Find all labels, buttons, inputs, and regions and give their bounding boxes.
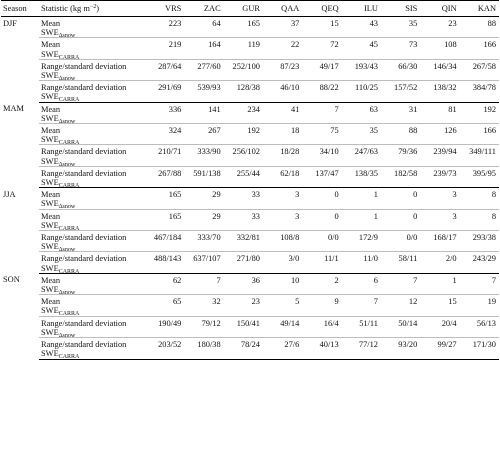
statistic-name: Range/standard deviation — [41, 168, 127, 178]
value-cell: 49/14 — [263, 316, 302, 337]
statistic-label — [39, 81, 145, 102]
table-row — [1, 124, 499, 145]
swe-symbol: SWE — [41, 113, 59, 123]
swe-symbol: SWE — [41, 306, 59, 316]
value-cell: 182/58 — [381, 166, 420, 187]
value-cell: 256/102 — [224, 145, 263, 166]
swe-symbol: SWE — [41, 71, 59, 81]
header-station-qin: QIN — [420, 1, 459, 17]
value-cell: 18/28 — [263, 145, 302, 166]
value-cell: 46/10 — [263, 81, 302, 102]
value-cell: 0 — [381, 188, 420, 209]
value-cell: 40/13 — [302, 338, 341, 359]
value-cell: 267 — [184, 124, 223, 145]
table-row — [1, 81, 499, 102]
value-cell: 45 — [342, 38, 381, 59]
value-cell: 192 — [224, 124, 263, 145]
value-cell: 637/107 — [184, 252, 223, 273]
value-cell: 108/8 — [263, 231, 302, 252]
value-cell: 73 — [381, 38, 420, 59]
value-cell: 33 — [224, 209, 263, 230]
value-cell: 239/94 — [420, 145, 459, 166]
value-cell: 22 — [263, 38, 302, 59]
value-cell: 219 — [145, 38, 184, 59]
value-cell: 395/95 — [460, 166, 499, 187]
table-row — [1, 231, 499, 252]
header-statistic: Statistic (kg $m^{-2}$) — [39, 1, 145, 17]
value-cell: 7 — [302, 102, 341, 123]
value-cell: 88/22 — [302, 81, 341, 102]
value-cell: 29 — [184, 188, 223, 209]
value-cell: 349/111 — [460, 145, 499, 166]
value-cell: 1 — [420, 273, 459, 294]
statistic-label — [39, 273, 145, 297]
statistic-name: Mean — [41, 297, 61, 307]
value-cell: 193/43 — [342, 59, 381, 80]
value-cell: 8 — [460, 209, 499, 230]
value-cell: 164 — [184, 38, 223, 59]
value-cell: 165 — [145, 209, 184, 230]
value-cell: 138/35 — [342, 166, 381, 187]
value-cell: 18 — [263, 124, 302, 145]
header-station-sis: SIS — [381, 1, 420, 17]
statistic-label — [39, 166, 145, 190]
value-cell: 6 — [342, 273, 381, 294]
table-body — [1, 17, 499, 360]
value-cell: 37 — [263, 17, 302, 38]
value-cell: 63 — [342, 102, 381, 123]
swe-symbol: SWE — [41, 199, 59, 209]
value-cell: 108 — [420, 38, 459, 59]
value-cell: 247/63 — [342, 145, 381, 166]
statistic-name: Mean — [41, 126, 61, 136]
value-cell: 35 — [342, 124, 381, 145]
swe-symbol: SWE — [41, 349, 59, 359]
swe-source-subscript: CARRA — [58, 354, 80, 361]
value-cell: 81 — [420, 102, 459, 123]
value-cell: 119 — [224, 38, 263, 59]
value-cell: 20/4 — [420, 316, 459, 337]
value-cell: 539/93 — [184, 81, 223, 102]
value-cell: 166 — [460, 124, 499, 145]
value-cell: 15 — [302, 17, 341, 38]
statistic-name: Range/standard deviation — [41, 83, 127, 93]
header-station-gur: GUR — [224, 1, 263, 17]
season-label: MAM — [3, 104, 24, 114]
value-cell: 252/100 — [224, 59, 263, 80]
value-cell: 3 — [420, 209, 459, 230]
statistic-name: Range/standard deviation — [41, 340, 127, 350]
value-cell: 8 — [460, 188, 499, 209]
value-cell: 72 — [302, 38, 341, 59]
swe-source-subscript: Δsnow — [58, 76, 76, 83]
value-cell: 77/12 — [342, 338, 381, 359]
statistic-name: Mean — [41, 190, 61, 200]
swe-symbol: SWE — [41, 327, 59, 337]
value-cell: 64 — [184, 17, 223, 38]
statistic-name: Range/standard deviation — [41, 61, 127, 71]
value-cell: 93/20 — [381, 338, 420, 359]
table-row — [1, 273, 499, 294]
swe-symbol: SWE — [41, 242, 59, 252]
season-label: DJF — [3, 19, 17, 28]
value-cell: 172/9 — [342, 231, 381, 252]
value-cell: 271/80 — [224, 252, 263, 273]
value-cell: 79/36 — [381, 145, 420, 166]
value-cell: 41 — [263, 102, 302, 123]
snow-water-equivalent-table — [1, 0, 499, 360]
value-cell: 291/69 — [145, 81, 184, 102]
value-cell: 99/27 — [420, 338, 459, 359]
value-cell: 9 — [302, 295, 341, 316]
value-cell: 88 — [460, 17, 499, 38]
value-cell: 79/12 — [184, 316, 223, 337]
value-cell: 333/70 — [184, 231, 223, 252]
statistic-label — [39, 38, 145, 59]
value-cell: 7 — [342, 295, 381, 316]
value-cell: 239/73 — [420, 166, 459, 187]
table-row — [1, 17, 499, 38]
table-header — [1, 1, 499, 17]
swe-source-subscript: Δsnow — [58, 290, 76, 297]
table-row — [1, 38, 499, 59]
value-cell: 146/34 — [420, 59, 459, 80]
value-cell: 12 — [381, 295, 420, 316]
table-row — [1, 59, 499, 80]
value-cell: 336 — [145, 102, 184, 123]
value-cell: 287/64 — [145, 59, 184, 80]
value-cell: 11/0 — [342, 252, 381, 273]
swe-source-subscript: CARRA — [58, 54, 80, 61]
header-station-vrs: VRS — [145, 1, 184, 17]
swe-source-subscript: CARRA — [58, 268, 80, 275]
value-cell: 267/88 — [145, 166, 184, 187]
value-cell: 138/32 — [420, 81, 459, 102]
value-cell: 165 — [224, 17, 263, 38]
value-cell: 19 — [460, 295, 499, 316]
table-row — [1, 209, 499, 230]
statistic-label — [39, 231, 145, 252]
value-cell: 210/71 — [145, 145, 184, 166]
statistic-label — [39, 295, 145, 316]
value-cell: 243/29 — [460, 252, 499, 273]
value-cell: 10 — [263, 273, 302, 294]
swe-symbol: SWE — [41, 156, 59, 166]
statistic-name: Range/standard deviation — [41, 147, 127, 157]
value-cell: 87/23 — [263, 59, 302, 80]
statistic-label — [39, 17, 145, 38]
swe-source-subscript: Δsnow — [58, 332, 76, 339]
statistic-name: Mean — [41, 275, 61, 285]
value-cell: 165 — [145, 188, 184, 209]
value-cell: 2 — [302, 273, 341, 294]
table-row — [1, 166, 499, 187]
value-cell: 62/18 — [263, 166, 302, 187]
statistic-name: Range/standard deviation — [41, 254, 127, 264]
value-cell: 43 — [342, 17, 381, 38]
value-cell: 171/30 — [460, 338, 499, 359]
value-cell: 62 — [145, 273, 184, 294]
value-cell: 267/58 — [460, 59, 499, 80]
header-station-zac: ZAC — [184, 1, 223, 17]
value-cell: 36 — [224, 273, 263, 294]
value-cell: 3 — [263, 209, 302, 230]
value-cell: 51/11 — [342, 316, 381, 337]
value-cell: 180/38 — [184, 338, 223, 359]
value-cell: 33 — [224, 188, 263, 209]
value-cell: 384/78 — [460, 81, 499, 102]
statistic-name: Range/standard deviation — [41, 318, 127, 328]
value-cell: 32 — [184, 295, 223, 316]
value-cell: 2/0 — [420, 252, 459, 273]
value-cell: 157/52 — [381, 81, 420, 102]
value-cell: 23 — [420, 17, 459, 38]
value-cell: 88 — [381, 124, 420, 145]
table-row — [1, 316, 499, 337]
value-cell: 0 — [381, 209, 420, 230]
value-cell: 192 — [460, 102, 499, 123]
season-label: SON — [3, 275, 20, 285]
value-cell: 255/44 — [224, 166, 263, 187]
value-cell: 27/6 — [263, 338, 302, 359]
statistic-label — [39, 124, 145, 145]
swe-symbol: SWE — [41, 263, 59, 273]
swe-source-subscript: CARRA — [58, 140, 80, 147]
swe-source-subscript: CARRA — [58, 97, 80, 104]
value-cell: 203/52 — [145, 338, 184, 359]
statistic-name: Mean — [41, 104, 61, 114]
statistic-name: Mean — [41, 19, 61, 28]
swe-symbol: SWE — [41, 92, 59, 102]
statistic-label — [39, 145, 145, 166]
value-cell: 58/11 — [381, 252, 420, 273]
value-cell: 1 — [342, 209, 381, 230]
value-cell: 23 — [224, 295, 263, 316]
statistic-label — [39, 338, 145, 359]
statistic-label — [39, 316, 145, 337]
swe-symbol: SWE — [41, 135, 59, 145]
value-cell: 7 — [460, 273, 499, 294]
header-station-qeq: QEQ — [302, 1, 341, 17]
value-cell: 1 — [342, 188, 381, 209]
statistic-name: Mean — [41, 211, 61, 221]
statistic-label — [39, 209, 145, 230]
table-row — [1, 188, 499, 209]
value-cell: 0/0 — [381, 231, 420, 252]
value-cell: 150/41 — [224, 316, 263, 337]
swe-symbol: SWE — [41, 178, 59, 188]
value-cell: 223 — [145, 17, 184, 38]
value-cell: 166 — [460, 38, 499, 59]
value-cell: 333/90 — [184, 145, 223, 166]
value-cell: 49/17 — [302, 59, 341, 80]
value-cell: 277/60 — [184, 59, 223, 80]
statistic-label — [39, 252, 145, 273]
value-cell: 110/25 — [342, 81, 381, 102]
value-cell: 141 — [184, 102, 223, 123]
value-cell: 3 — [263, 188, 302, 209]
value-cell: 34/10 — [302, 145, 341, 166]
swe-source-subscript: Δsnow — [58, 161, 76, 168]
value-cell: 66/30 — [381, 59, 420, 80]
swe-symbol: SWE — [41, 28, 59, 38]
swe-source-subscript: Δsnow — [58, 204, 76, 211]
header-station-ilu: ILU — [342, 1, 381, 17]
value-cell: 75 — [302, 124, 341, 145]
header-row — [1, 1, 499, 17]
value-cell: 7 — [184, 273, 223, 294]
value-cell: 467/184 — [145, 231, 184, 252]
value-cell: 50/14 — [381, 316, 420, 337]
swe-source-subscript: CARRA — [58, 183, 80, 190]
swe-symbol: SWE — [41, 220, 59, 230]
value-cell: 15 — [420, 295, 459, 316]
value-cell: 5 — [263, 295, 302, 316]
swe-symbol: SWE — [41, 49, 59, 59]
value-cell: 78/24 — [224, 338, 263, 359]
value-cell: 0 — [302, 209, 341, 230]
season-label: JJA — [3, 189, 16, 199]
value-cell: 29 — [184, 209, 223, 230]
table-row — [1, 338, 499, 359]
value-cell: 56/13 — [460, 316, 499, 337]
value-cell: 11/1 — [302, 252, 341, 273]
swe-source-subscript: Δsnow — [58, 118, 76, 125]
table-row — [1, 295, 499, 316]
swe-source-subscript: CARRA — [58, 311, 80, 318]
header-station-kan: KAN — [460, 1, 499, 17]
swe-source-subscript: CARRA — [58, 225, 80, 232]
table-row — [1, 145, 499, 166]
statistic-name: Mean — [41, 40, 61, 50]
value-cell: 332/81 — [224, 231, 263, 252]
value-cell: 16/4 — [302, 316, 341, 337]
value-cell: 293/38 — [460, 231, 499, 252]
value-cell: 234 — [224, 102, 263, 123]
value-cell: 324 — [145, 124, 184, 145]
statistic-label — [39, 102, 145, 123]
value-cell: 126 — [420, 124, 459, 145]
value-cell: 3 — [420, 188, 459, 209]
swe-symbol: SWE — [41, 285, 59, 295]
value-cell: 591/138 — [184, 166, 223, 187]
value-cell: 190/49 — [145, 316, 184, 337]
swe-source-subscript: Δsnow — [58, 33, 76, 40]
value-cell: 65 — [145, 295, 184, 316]
value-cell: 31 — [381, 102, 420, 123]
value-cell: 0 — [302, 188, 341, 209]
value-cell: 7 — [381, 273, 420, 294]
value-cell: 168/17 — [420, 231, 459, 252]
value-cell: 128/38 — [224, 81, 263, 102]
value-cell: 488/143 — [145, 252, 184, 273]
swe-source-subscript: Δsnow — [58, 247, 76, 254]
value-cell: 0/0 — [302, 231, 341, 252]
header-season: Season — [1, 1, 39, 17]
value-cell: 137/47 — [302, 166, 341, 187]
value-cell: 35 — [381, 17, 420, 38]
table-row — [1, 252, 499, 273]
table-row — [1, 102, 499, 123]
statistic-name: Range/standard deviation — [41, 233, 127, 243]
value-cell: 3/0 — [263, 252, 302, 273]
statistic-label — [39, 59, 145, 83]
statistic-label — [39, 188, 145, 209]
header-station-qaa: QAA — [263, 1, 302, 17]
